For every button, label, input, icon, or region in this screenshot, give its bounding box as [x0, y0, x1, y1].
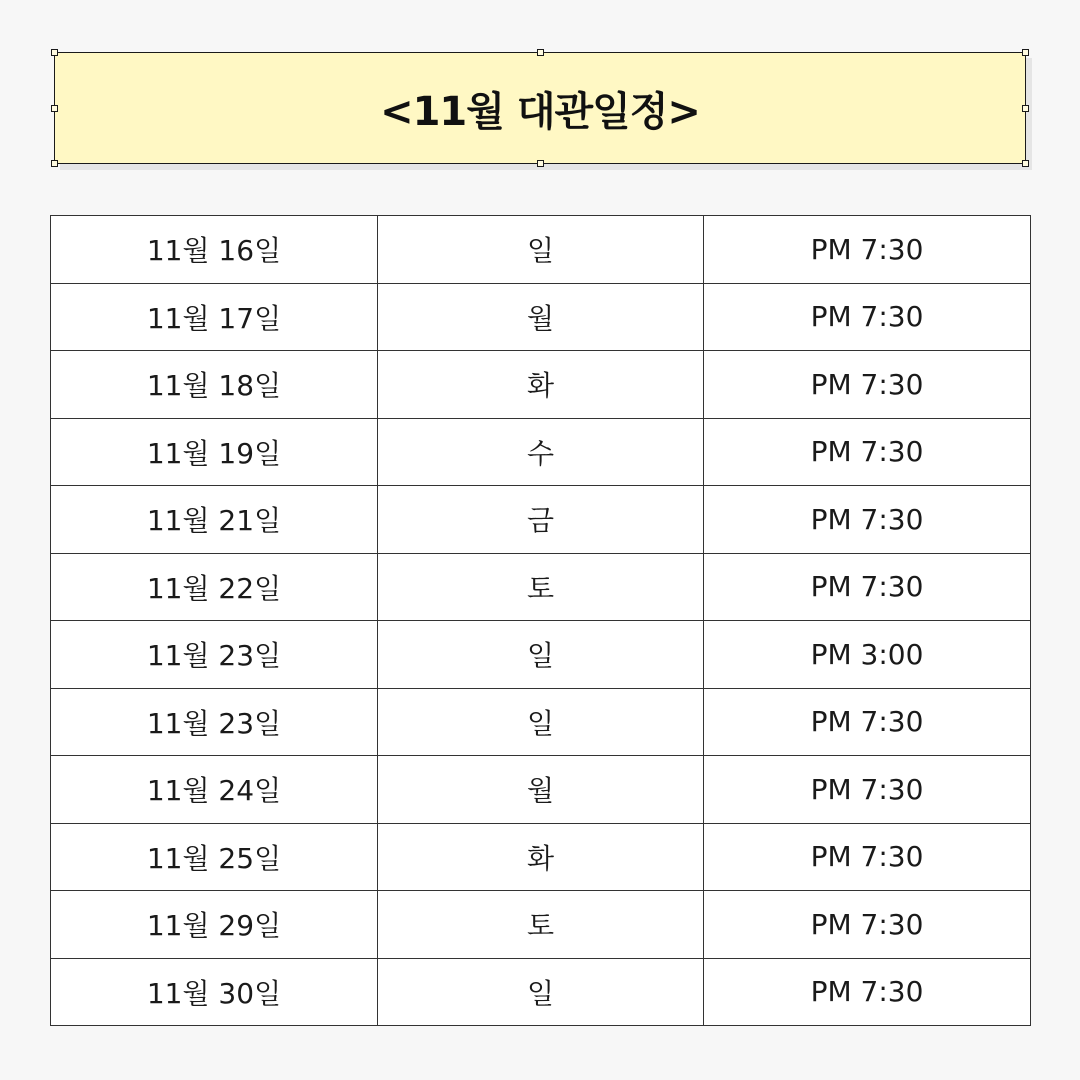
table-row	[51, 823, 1031, 891]
date-cell: 11월 16일	[51, 216, 378, 284]
date-cell: 11월 21일	[51, 486, 378, 554]
time-cell: PM 7:30	[704, 688, 1031, 756]
time-cell: PM 3:00	[704, 621, 1031, 689]
schedule-table	[50, 215, 1031, 1026]
resize-handle-bottom-right[interactable]	[1022, 160, 1029, 167]
date-cell: 11월 22일	[51, 553, 378, 621]
table-row	[51, 958, 1031, 1026]
table-row	[51, 621, 1031, 689]
day-cell: 일	[378, 958, 704, 1026]
time-cell: PM 7:30	[704, 486, 1031, 554]
date-cell: 11월 24일	[51, 756, 378, 824]
resize-handle-bottom-left[interactable]	[51, 160, 58, 167]
table-row	[51, 891, 1031, 959]
date-cell: 11월 30일	[51, 958, 378, 1026]
resize-handle-top-right[interactable]	[1022, 49, 1029, 56]
time-cell: PM 7:30	[704, 756, 1031, 824]
resize-handle-top-center[interactable]	[537, 49, 544, 56]
day-cell: 일	[378, 688, 704, 756]
table-row	[51, 283, 1031, 351]
date-cell: 11월 17일	[51, 283, 378, 351]
time-cell: PM 7:30	[704, 958, 1031, 1026]
day-cell: 토	[378, 891, 704, 959]
day-cell: 월	[378, 283, 704, 351]
table-row	[51, 756, 1031, 824]
time-cell: PM 7:30	[704, 351, 1031, 419]
time-cell: PM 7:30	[704, 823, 1031, 891]
day-cell: 수	[378, 418, 704, 486]
date-cell: 11월 29일	[51, 891, 378, 959]
table-row	[51, 418, 1031, 486]
day-cell: 토	[378, 553, 704, 621]
date-cell: 11월 23일	[51, 688, 378, 756]
date-cell: 11월 19일	[51, 418, 378, 486]
day-cell: 금	[378, 486, 704, 554]
day-cell: 일	[378, 621, 704, 689]
date-cell: 11월 25일	[51, 823, 378, 891]
page-title: <11월 대관일정>	[380, 88, 700, 135]
time-cell: PM 7:30	[704, 418, 1031, 486]
resize-handle-middle-right[interactable]	[1022, 105, 1029, 112]
table-row	[51, 216, 1031, 284]
table-row	[51, 351, 1031, 419]
title-box[interactable]	[54, 52, 1026, 164]
day-cell: 화	[378, 823, 704, 891]
date-cell: 11월 18일	[51, 351, 378, 419]
time-cell: PM 7:30	[704, 553, 1031, 621]
day-cell: 화	[378, 351, 704, 419]
table-row	[51, 688, 1031, 756]
resize-handle-bottom-center[interactable]	[537, 160, 544, 167]
time-cell: PM 7:30	[704, 216, 1031, 284]
day-cell: 일	[378, 216, 704, 284]
resize-handle-top-left[interactable]	[51, 49, 58, 56]
table-row	[51, 553, 1031, 621]
resize-handle-middle-left[interactable]	[51, 105, 58, 112]
time-cell: PM 7:30	[704, 891, 1031, 959]
time-cell: PM 7:30	[704, 283, 1031, 351]
date-cell: 11월 23일	[51, 621, 378, 689]
table-row	[51, 486, 1031, 554]
day-cell: 월	[378, 756, 704, 824]
